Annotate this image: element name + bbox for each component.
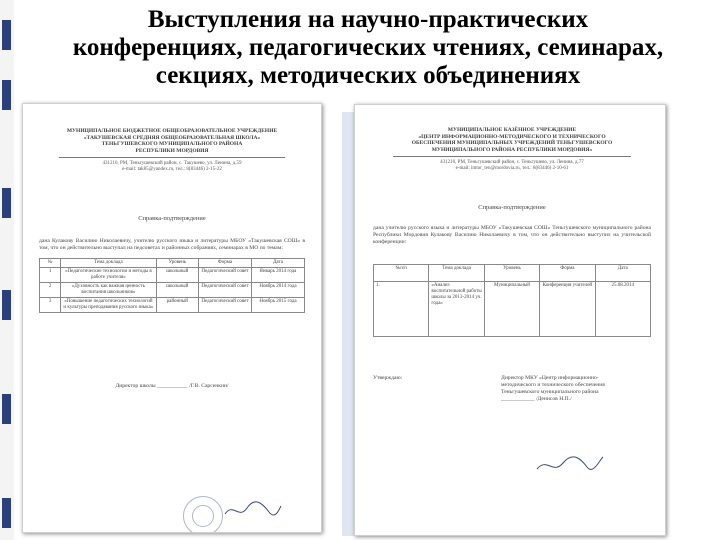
table-header-cell: Уровень [156, 259, 198, 268]
address-block [373, 160, 651, 172]
table-cell: 2 [40, 283, 61, 298]
table-cell: Муниципальный [484, 282, 539, 337]
signature-line: методического и технического обеспечения [501, 382, 605, 389]
document-body: дана учителю русского языка и литературы МБОУ «Такушевская СОШ» Теньгушевского муниципального района Республики Мордовия Кулакову Василию Николаевичу в том, что он действительно выступил на учительской конференции: [373, 225, 651, 246]
org-line: «ЦЕНТР ИНФОРМАЦИОННО-МЕТОДИЧЕСКОГО И ТЕХНИЧЕСКОГО [418, 133, 606, 140]
slide-title [28, 6, 708, 90]
table-cell: 1. [374, 282, 429, 337]
approval-block [373, 375, 651, 403]
org-line: РЕСПУБЛИКИ МОРДОВИЯ [135, 147, 209, 154]
org-line: МУНИЦИПАЛЬНОЕ КАЗЁННОЕ УЧРЕЖДЕНИЕ [447, 127, 577, 133]
signature-block [501, 375, 651, 403]
signature-line: Директор МКУ «Центр информационно- [501, 375, 599, 382]
table-cell: «Анализ воспитательной работы школы за 2013-2014 уч. года» [429, 282, 484, 337]
org-header [373, 127, 651, 153]
org-header [39, 128, 305, 154]
official-stamp [183, 496, 223, 533]
scanned-document-methodical-center-certificate [354, 104, 666, 536]
document-body: дана Кулакову Василию Николаевичу, учителю русского языка и литературы МБОУ «Такушевская СОШ» в том, что он действительно выступал на педсоветах и районных собраниях, семинарах в МО по темам: [39, 238, 305, 252]
table-row [40, 268, 305, 283]
table-cell: школьный [156, 283, 198, 298]
table-cell: Ноябрь 2015 года [251, 298, 304, 313]
table-row [40, 298, 305, 313]
bar-marker [2, 80, 11, 110]
slide-title-line: конференциях, педагогических чтениях, семинарах, [72, 34, 664, 61]
signature-line: Директор школы ___________ /Г.В. Сарсенкин/ [115, 383, 229, 390]
address-line: 431210, РМ, Теньгушевский район, с. Теньгушево, ул. Ленина, д.77 [440, 160, 584, 166]
table-header-cell: №п/п [374, 265, 429, 282]
reports-table [39, 258, 305, 313]
table-header-row [374, 265, 651, 282]
table-header-cell: № [40, 259, 61, 268]
signature-line: Теньгушевского муниципального района [501, 389, 599, 396]
document-edge-shadow [342, 112, 354, 536]
org-line: МУНИЦИПАЛЬНОЕ БЮДЖЕТНОЕ ОБЩЕОБРАЗОВАТЕЛЬНОЕ УЧРЕЖДЕНИЕ [66, 128, 278, 134]
org-line: ТЕНЬГУШЕВСКОГО МУНИЦИПАЛЬНОГО РАЙОНА [101, 141, 243, 148]
table-row [40, 283, 305, 298]
handwritten-signature [535, 453, 605, 475]
table-cell: «Духовность как важная ценность воспитания школьников» [61, 283, 156, 298]
org-line: МУНИЦИПАЛЬНОГО РАЙОНА РЕСПУБЛИКИ МОРДОВИЯ» [431, 146, 593, 153]
org-line: ОБЕСПЕЧЕНИЯ МУНИЦИПАЛЬНЫХ УЧРЕЖДЕНИЙ ТЕНЬГУШЕВСКОГО [411, 140, 613, 147]
table-header-cell: Тема доклада [61, 259, 156, 268]
table-row [374, 282, 651, 337]
table-cell: 25.08.2014 [595, 282, 650, 337]
table-cell: «Педагогические технологии и методы в работе учителя» [61, 268, 156, 283]
address-line: 431210, РМ, Теньгушевский район, с. Такушево, ул. Ленина, д.59 [102, 161, 242, 167]
slide-title-line: секциях, методических объединениях [155, 62, 581, 89]
table-header-cell: Тема доклада [429, 265, 484, 282]
slide-title-line: Выступления на научно-практических [147, 6, 589, 33]
table-cell: Конференция учителей [540, 282, 595, 337]
table-cell: 3 [40, 298, 61, 313]
bar-marker [2, 498, 11, 528]
address-line: e-mail: tak85@yandex.ru, тел.: 8(83446) 2-15-22 [122, 167, 222, 173]
bar-marker [2, 394, 11, 424]
table-cell: районный [156, 298, 198, 313]
table-header-cell: Форма [540, 265, 595, 282]
address-line: e-mail: imtor_ten@mordovia.ru, тел.: 8(83446) 2-10-61 [455, 166, 569, 172]
table-cell: Ноябрь 2014 года [251, 283, 304, 298]
header-divider [393, 156, 631, 157]
table-header-row [40, 259, 305, 268]
document-title: Справка-подтверждение [478, 204, 546, 212]
address-block [39, 161, 305, 173]
handwritten-signature [223, 500, 283, 520]
document-title: Справка-подтверждение [138, 215, 206, 223]
bar-marker [2, 188, 11, 218]
table-header-cell: Уровень [484, 265, 539, 282]
table-header-cell: Дата [595, 265, 650, 282]
table-cell: школьный [156, 268, 198, 283]
table-header-cell: Дата [251, 259, 304, 268]
table-cell: Педагогический совет [198, 268, 251, 283]
scanned-document-school-certificate [22, 103, 322, 533]
org-line: «ТАКУШЕВСКАЯ СРЕДНЯЯ ОБЩЕОБРАЗОВАТЕЛЬНАЯ ШКОЛА» [83, 134, 261, 141]
slide-left-bar [0, 0, 14, 540]
table-cell: Педагогический совет [198, 283, 251, 298]
bar-marker [2, 20, 11, 50]
header-divider [59, 157, 285, 158]
table-cell: Педагогический совет [198, 298, 251, 313]
approval-label: Утверждаю: [373, 375, 403, 382]
bar-marker [2, 290, 11, 320]
reports-table [373, 264, 651, 337]
table-cell: «Повышение педагогических технологий и культуры преподавания русского языка» [61, 298, 156, 313]
table-cell: Январь 2014 года [251, 268, 304, 283]
table-cell: 1 [40, 268, 61, 283]
table-header-cell: Форма [198, 259, 251, 268]
signature-line: ____________ /Денисов Н.П./ [501, 396, 572, 403]
